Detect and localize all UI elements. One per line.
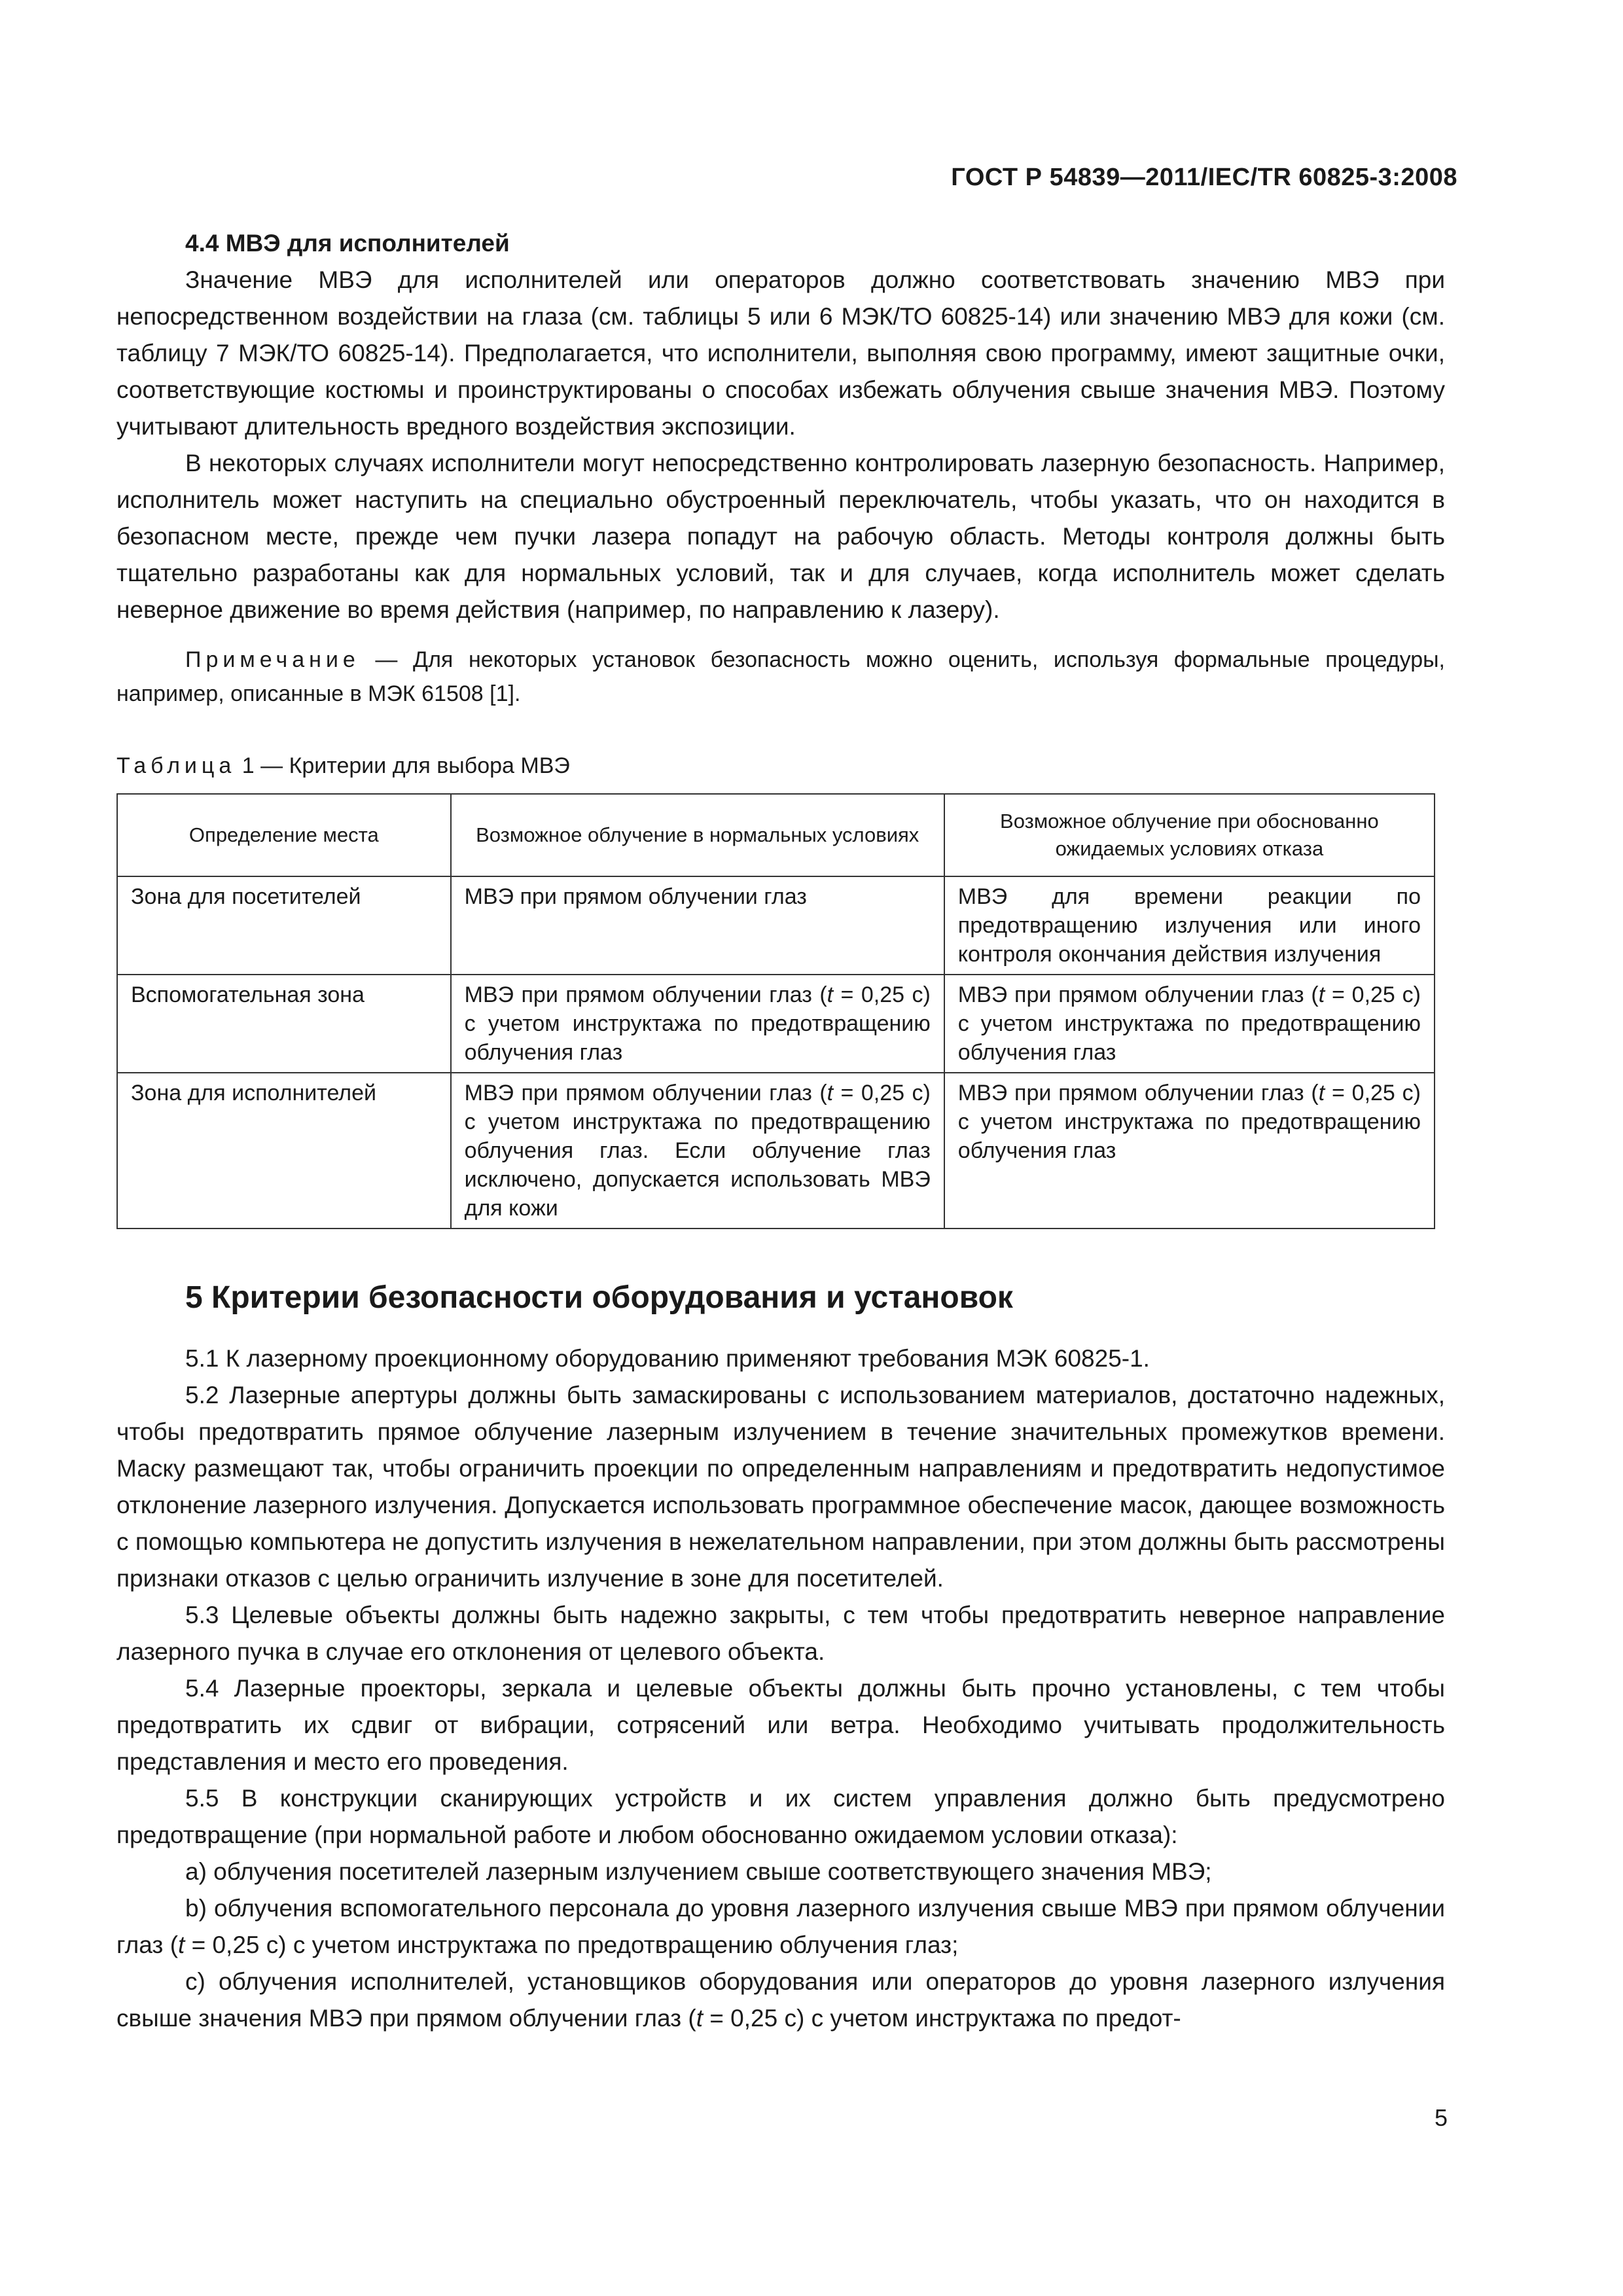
table-header-row [117,794,1435,876]
clause-5-5-item-b: b) облучения вспомогательного персонала до уровня лазерного излучения свыше МВЭ при прямом облучении глаз (t = 0,25 с) с учетом инструктажа по предотвращению облучения глаз; [116,1895,1445,1958]
table-cell-fault: МВЭ при прямом облучении глаз (t = 0,25 с) с учетом инструктажа по предотвращению облучения глаз [944,1073,1435,1229]
table-cell-place: Зона для посетителей [117,876,451,975]
table-row [117,975,1435,1073]
section-5-title: 5 Критерии безопасности оборудования и установок [185,1280,1013,1315]
section-4-4-title: 4.4 МВЭ для исполнителей [185,230,510,257]
clause-5-2: 5.2 Лазерные апертуры должны быть замаскированы с использованием материалов, достаточно надежных, чтобы предотвратить прямое облучение лазерным излучением в течение значительных промежутков времени. Маску размещают так, чтобы ограничить проекции по определенным направлениям и предотвратить недопустимое отклонение лазерного излучения. Допускается использовать программное обеспечение масок, дающее возможность с помощью компьютера не допустить излучения в нежелательном направлении, при этом должны быть рассмотрены признаки отказов с целью ограничить излучение в зоне для посетителей. [116,1382,1445,1592]
table-cell-place: Зона для исполнителей [117,1073,451,1229]
table-row [117,1073,1435,1229]
clause-5-5-item-c: c) облучения исполнителей, установщиков оборудования или операторов до уровня лазерного излучения свыше значения МВЭ при прямом облучении глаз (t = 0,25 с) с учетом инструктажа по предот- [116,1968,1445,2032]
note-label: Примечание [185,647,360,672]
section-4-4-paragraph-2: В некоторых случаях исполнители могут непосредственно контролировать лазерную безопасность. Например, исполнитель может наступить на специально обустроенный переключатель, чтобы указать, что он находится в безопасном месте, прежде чем пучки лазера попадут на рабочую область. Методы контроля должны быть тщательно разработаны как для нормальных условий, так и для случаев, когда исполнитель может сделать неверное движение во время действия (например, по направлению к лазеру). [116,450,1445,623]
clause-5-5-item-a: a) облучения посетителей лазерным излучением свыше соответствующего значения МВЭ; [185,1858,1212,1885]
table-caption-text: 1 — Критерии для выбора МВЭ [241,753,570,778]
document-header: ГОСТ Р 54839—2011/IEC/TR 60825-3:2008 [951,164,1457,191]
clause-5-5: 5.5 В конструкции сканирующих устройств и их систем управления должно быть предусмотрено предотвращение (при нормальной работе и любом обоснованно ожидаемом условии отказа): [116,1785,1445,1848]
table-cell-normal: МВЭ при прямом облучении глаз [451,876,944,975]
table-cell-fault: МВЭ при прямом облучении глаз (t = 0,25 с) с учетом инструктажа по предотвращению облучения глаз [944,975,1435,1073]
page-content [116,225,1445,2037]
criteria-table [116,793,1435,1229]
note [116,643,1445,711]
section-4-4-paragraph-1: Значение МВЭ для исполнителей или операторов должно соответствовать значению МВЭ при непосредственном воздействии на глаза (см. таблицы 5 или 6 МЭК/ТО 60825-14) или значению МВЭ для кожи (см. таблицу 7 МЭК/ТО 60825-14). Предполагается, что исполнители, выполняя свою программу, имеют защитные очки, соответствующие костюмы и проинструктированы о способах избежать облучения свыше значения МВЭ. Поэтому учитывают длительность вредного воздействия экспозиции. [116,266,1445,440]
clause-5-3: 5.3 Целевые объекты должны быть надежно закрыты, с тем чтобы предотвратить неверное направление лазерного пучка в случае его отклонения от целевого объекта. [116,1602,1445,1665]
table-cell-normal: МВЭ при прямом облучении глаз (t = 0,25 с) с учетом инструктажа по предотвращению облучения глаз [451,975,944,1073]
table-header-place: Определение места [117,794,451,876]
table-header-fault: Возможное облучение при обоснованно ожидаемых условиях отказа [944,794,1435,876]
table-header-normal: Возможное облучение в нормальных условиях [451,794,944,876]
table-caption [116,751,1445,780]
clause-5-1: 5.1 К лазерному проекционному оборудованию применяют требования МЭК 60825-1. [185,1345,1150,1372]
table-cell-normal: МВЭ при прямом облучении глаз (t = 0,25 с) с учетом инструктажа по предотвращению облучения глаз. Если облучение глаз исключено, допускается использовать МВЭ для кожи [451,1073,944,1229]
table-cell-place: Вспомогательная зона [117,975,451,1073]
page-number: 5 [1434,2104,1448,2131]
clause-5-4: 5.4 Лазерные проекторы, зеркала и целевые объекты должны быть прочно установлены, с тем чтобы предотвратить их сдвиг от вибрации, сотрясений или ветра. Необходимо учитывать продолжительность представления и место его проведения. [116,1675,1445,1775]
table-cell-fault: МВЭ для времени реакции по предотвращению излучения или иного контроля окончания действия излучения [944,876,1435,975]
table-row [117,876,1435,975]
table-caption-label: Таблица [116,753,236,778]
note-text: — Для некоторых установок безопасность можно оценить, используя формальные процедуры, например, описанные в МЭК 61508 [1]. [116,647,1445,706]
